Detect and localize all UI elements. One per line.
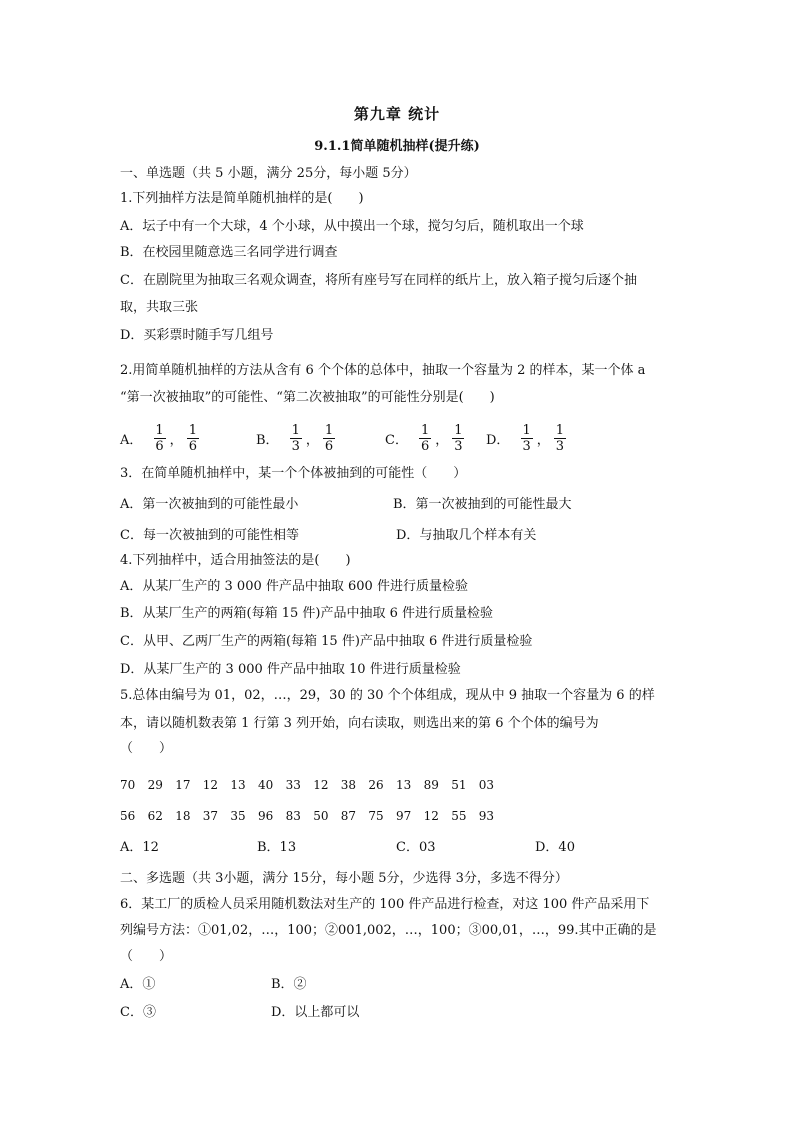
section-subtitle: 9.1.1简单随机抽样(提升练) [314,139,480,154]
q4-option-c: C．从甲、乙两厂生产的两箱(每箱 15 件)产品中抽取 6 件进行质量检验 [120,634,533,649]
random-number: 96 [258,809,274,823]
fraction: $\frac{1}{3}$ [454,422,463,454]
q5-stem-line2: 本，请以随机数表第 1 行第 3 列开始，向右读取，则选出来的第 6 个个体的编号为 [120,716,599,731]
random-number: 26 [368,778,384,792]
q2-option-c: C． $\frac{1}{6}$ ， $\frac{1}{3}$ [385,422,463,454]
fraction: $\frac{1}{6}$ [188,422,197,454]
q2-stem-line2: “第一次被抽取”的可能性、“第二次被抽取”的可能性分别是( ) [120,390,495,405]
random-number: 03 [478,778,495,792]
fraction: $\frac{1}{3}$ [522,422,531,454]
random-number: 12 [423,809,439,823]
q2-stem-line1: 2.用简单随机抽样的方法从含有 6 个个体的总体中，抽取一个容量为 2 的样本，某一个体 a [120,363,646,378]
fraction: $\frac{1}{3}$ [555,422,565,454]
random-number: 51 [451,778,467,792]
q5-option-a: A．12 [120,840,159,855]
random-number: 35 [230,809,246,823]
random-number: 17 [175,778,191,792]
random-number: 89 [423,778,439,792]
q3-option-a: A．第一次被抽到的可能性最小 [120,497,299,512]
q6-option-a: A．① [120,977,156,992]
q6-option-b: B．② [271,977,307,992]
q6-stem-line2: 列编号方法：①01,02，…，100；②001,002，…，100；③00,01，…，99.其中正确的是 [120,923,657,938]
q3-option-b: B．第一次被抽到的可能性最大 [393,497,572,512]
random-number: 75 [368,809,384,823]
q4-option-d: D．从某厂生产的 3 000 件产品中抽取 10 件进行质量检验 [120,662,461,677]
random-number: 83 [285,809,301,823]
q6-option-d: D．以上都可以 [271,1005,360,1020]
q4-stem: 4.下列抽样中，适合用抽签法的是( ) [120,553,351,568]
random-number: 37 [202,809,219,823]
random-number: 70 [120,778,136,792]
random-number: 13 [230,778,246,792]
q2-option-b: B． $\frac{1}{3}$ ， $\frac{1}{6}$ [256,422,334,454]
q2-option-d: D． $\frac{1}{3}$ ， $\frac{1}{3}$ [486,422,565,454]
q5-option-c: C．03 [396,840,436,855]
random-number: 29 [147,778,163,792]
q1-option-c-line1: C．在剧院里为抽取三名观众调查，将所有座号写在同样的纸片上，放入箱子搅匀后逐个抽 [120,273,637,288]
chapter-title: 第九章 统计 [353,105,441,123]
q5-option-d: D．40 [535,840,575,855]
q6-stem-line3: （ ） [120,949,173,964]
section1-heading: 一、单选题（共 5 小题，满分 25分，每小题 5分） [120,166,417,181]
q1-option-a: A．坛子中有一个大球，4 个小球，从中摸出一个球，搅匀匀后，随机取出一个球 [120,219,584,234]
random-number: 18 [175,809,191,823]
fraction: $\frac{1}{3}$ [291,422,300,454]
random-number: 55 [451,809,467,823]
q1-stem: 1.下列抽样方法是简单随机抽样的是( ) [120,191,364,206]
random-number: 40 [258,778,274,792]
fraction: $\frac{1}{6}$ [155,422,164,454]
q4-option-a: A．从某厂生产的 3 000 件产品中抽取 600 件进行质量检验 [120,579,468,594]
random-number: 12 [202,778,219,792]
q2-option-a: A． $\frac{1}{6}$ ， $\frac{1}{6}$ [120,422,197,454]
random-number: 33 [285,778,301,792]
random-number: 62 [147,809,163,823]
q3-stem: 3．在简单随机抽样中，某一个个体被抽到的可能性（ ） [120,466,467,481]
fraction: $\frac{1}{6}$ [420,422,430,454]
random-number: 97 [396,809,412,823]
random-number: 87 [340,809,357,823]
random-number: 38 [340,778,357,792]
q1-option-c-line2: 取，共取三张 [120,300,199,315]
q5-stem-line1: 5.总体由编号为 01，02，…，29，30 的 30 个个体组成，现从中 9 抽取一个容量为 6 的样 [120,688,655,703]
random-number: 13 [396,778,412,792]
random-number: 12 [313,778,329,792]
q5-stem-line3: （ ） [120,741,173,756]
section2-heading: 二、多选题（共 3小题，满分 15分，每小题 5分，少选得 3分，多选不得分） [120,871,568,886]
q1-option-b: B．在校园里随意选三名同学进行调查 [120,245,338,260]
q3-option-d: D．与抽取几个样本有关 [396,528,537,543]
q1-option-d: D．买彩票时随手写几组号 [120,328,274,343]
q6-stem-line1: 6．某工厂的质检人员采用随机数法对生产的 100 件产品进行检查，对这 100 件产品采用下 [120,897,650,912]
random-number: 50 [313,809,329,823]
random-number: 56 [120,809,136,823]
q5-option-b: B．13 [257,840,297,855]
q3-option-c: C．每一次被抽到的可能性相等 [120,528,299,543]
random-number: 93 [478,809,495,823]
q6-option-c: C．③ [120,1005,156,1020]
q4-option-b: B．从某厂生产的两箱(每箱 15 件)产品中抽取 6 件进行质量检验 [120,606,494,621]
fraction: $\frac{1}{6}$ [324,422,334,454]
